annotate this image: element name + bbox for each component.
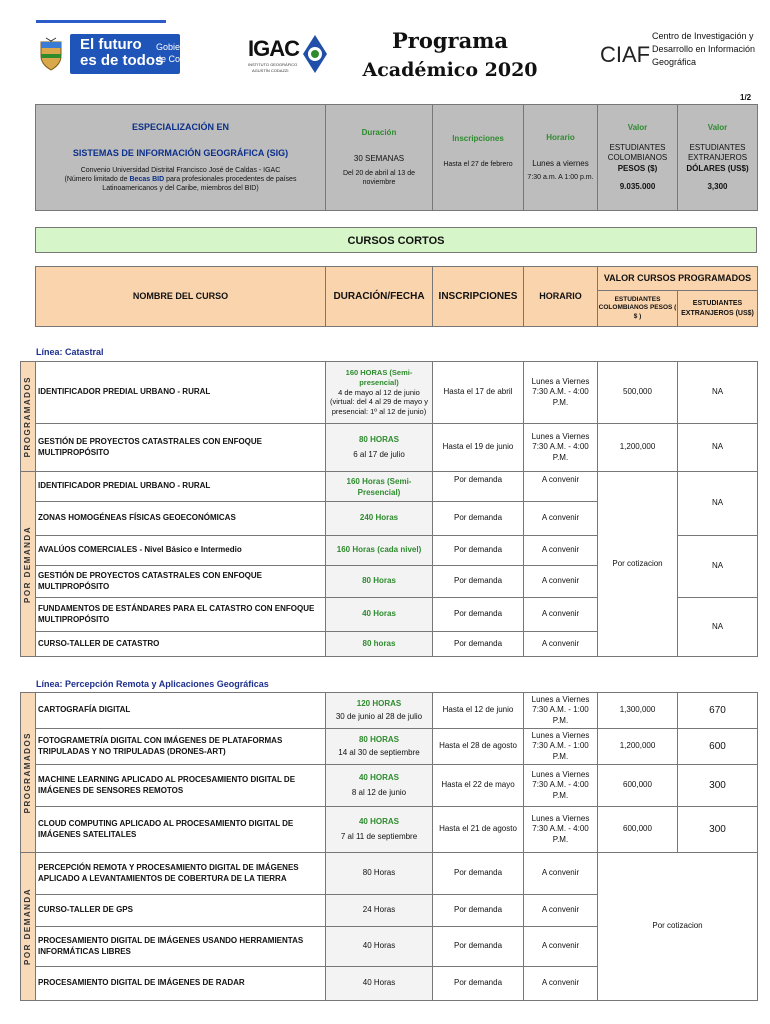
spec-horario-cell <box>524 105 598 211</box>
course-horario: A convenir <box>524 502 598 536</box>
duration-hours: 160 HORAS (Semi-presencial) <box>345 368 413 387</box>
duration-date: 6 al 17 de julio <box>353 449 405 459</box>
page-number: 1/2 <box>740 93 752 102</box>
course-inscripciones: Por demanda <box>433 472 524 502</box>
spec-ins-header: Inscripciones <box>452 133 504 143</box>
course-name: CURSO-TALLER DE GPS <box>36 895 326 927</box>
spec-v2-value: 3,300 <box>707 182 728 192</box>
course-name: PERCEPCIÓN REMOTA Y PROCESAMIENTO DIGITAL DE IMÁGENES APLICADO A LEVANTAMIENTOS DE COBERTURA DE LA TIERRA <box>36 853 326 895</box>
col-nombre: NOMBRE DEL CURSO <box>36 267 326 327</box>
ciaf-logo: CIAF <box>600 42 651 67</box>
course-horario: A convenir <box>524 536 598 566</box>
col-ext-usd: ESTUDIANTES EXTRANJEROS (US$) <box>678 291 758 327</box>
percepcion-demanda-label: POR DEMANDA <box>21 853 36 1001</box>
duration-date-note2: presencial: 1º al 12 de junio) <box>331 407 427 417</box>
course-horario <box>524 362 598 424</box>
course-inscripciones: Por demanda <box>433 967 524 1001</box>
course-horario: A convenir <box>524 895 598 927</box>
catastral-demanda-label: POR DEMANDA <box>21 472 36 657</box>
top-rule <box>36 20 166 23</box>
spec-becas-pre: (Número limitado de <box>64 175 130 183</box>
horario-days: Lunes a Viernes <box>531 376 590 386</box>
course-duration: 80 Horas <box>326 566 433 598</box>
course-duration: 24 Horas <box>326 895 433 927</box>
course-value-usd: NA <box>678 536 758 598</box>
horario-time: 7:30 A.M. - 4:00 P.M. <box>532 442 589 462</box>
igac-sub2: AGUSTÍN CODAZZI <box>252 68 289 73</box>
course-inscripciones: Por demanda <box>433 927 524 967</box>
spec-convenio: Convenio Universidad Distrital Francisco José de Caldas - IGAC <box>80 166 281 174</box>
course-value-usd: 300 <box>678 807 758 853</box>
duration-hours: 120 HORAS <box>356 699 402 709</box>
course-duration: 160 Horas (Semi-Presencial) <box>326 472 433 502</box>
course-name: GESTIÓN DE PROYECTOS CATASTRALES CON ENFOQUE MULTIPROPÓSITO <box>36 566 326 598</box>
spec-v1-header: Valor <box>627 122 648 132</box>
spec-hor2: 7:30 a.m. A 1:00 p.m. <box>527 174 594 182</box>
course-name: PROCESAMIENTO DIGITAL DE IMÁGENES DE RADAR <box>36 967 326 1001</box>
course-duration: 160 Horas (cada nivel) <box>326 536 433 566</box>
horario-time: 7:30 A.M. - 1:00 P.M. <box>532 741 589 761</box>
course-value-usd: 300 <box>678 765 758 807</box>
course-duration <box>326 807 433 853</box>
spec-dur-header: Duración <box>361 128 397 138</box>
igac-wordmark: IGAC <box>248 36 299 61</box>
horario-days: Lunes a Viernes <box>531 431 590 441</box>
course-value-cop: 600,000 <box>598 765 678 807</box>
course-duration <box>326 424 433 472</box>
spec-v2-header: Valor <box>707 122 728 132</box>
course-name: PROCESAMIENTO DIGITAL DE IMÁGENES USANDO HERRAMIENTAS INFORMÁTICAS LIBRES <box>36 927 326 967</box>
course-name: CARTOGRAFÍA DIGITAL <box>36 693 326 729</box>
course-value-usd: NA <box>678 472 758 536</box>
course-duration <box>326 693 433 729</box>
spec-v1-value: 9.035.000 <box>619 182 656 192</box>
col-col-pesos: ESTUDIANTES COLOMBIANOS PESOS ( $ ) <box>598 291 678 327</box>
course-name: IDENTIFICADOR PREDIAL URBANO - RURAL <box>36 362 326 424</box>
course-value-cop: 500,000 <box>598 362 678 424</box>
course-duration <box>326 765 433 807</box>
course-inscripciones: Por demanda <box>433 566 524 598</box>
course-value-usd: 600 <box>678 729 758 765</box>
course-duration: 240 Horas <box>326 502 433 536</box>
col-duracion: DURACIÓN/FECHA <box>326 267 433 327</box>
course-duration <box>326 729 433 765</box>
course-inscripciones: Hasta el 12 de junio <box>433 693 524 729</box>
spec-becas-link[interactable]: Becas BID <box>129 175 165 183</box>
course-duration: 40 Horas <box>326 967 433 1001</box>
title-line2: Académico 2020 <box>362 59 538 81</box>
course-horario: A convenir <box>524 632 598 657</box>
catastral-table <box>20 361 758 657</box>
course-name: FOTOGRAMETRÍA DIGITAL CON IMÁGENES DE PLATAFORMAS TRIPULADAS Y NO TRIPULADAS (DRONES-ART) <box>36 729 326 765</box>
igac-emblem-icon <box>302 34 328 74</box>
horario-days: Lunes a Viernes <box>531 730 590 740</box>
course-name: CURSO-TALLER DE CATASTRO <box>36 632 326 657</box>
spec-title2: SISTEMAS DE INFORMACIÓN GEOGRÁFICA (SIG) <box>72 147 289 158</box>
course-horario: A convenir <box>524 967 598 1001</box>
linea-catastral: Línea: Catastral <box>36 347 104 357</box>
duration-date-note1: (virtual: del 4 al 29 de mayo y <box>330 397 428 407</box>
spec-dur2: Del 20 de abril al 13 de noviembre <box>343 169 415 186</box>
course-name: AVALÚOS COMERCIALES - Nivel Básico e Intermedio <box>36 536 326 566</box>
course-value-usd: NA <box>678 598 758 657</box>
course-name: MACHINE LEARNING APLICADO AL PROCESAMIENTO DIGITAL DE IMÁGENES DE SENSORES REMOTOS <box>36 765 326 807</box>
gov-sub1: Gobierno <box>156 42 194 52</box>
spec-v2-c: DÓLARES (US$) <box>686 163 749 173</box>
duration-date: 30 de junio al 28 de julio <box>335 711 423 721</box>
percepcion-table <box>20 692 758 1001</box>
course-value-usd: 670 <box>678 693 758 729</box>
ciaf-desc-line1: Centro de Investigación y <box>652 31 754 41</box>
spec-inscripciones-cell <box>433 105 524 211</box>
course-name: GESTIÓN DE PROYECTOS CATASTRALES CON ENFOQUE MULTIPROPÓSITO <box>36 424 326 472</box>
spec-duracion-cell <box>326 105 433 211</box>
course-value-cop: 600,000 <box>598 807 678 853</box>
course-inscripciones: Hasta el 17 de abril <box>433 362 524 424</box>
horario-days: Lunes a Viernes <box>531 694 590 704</box>
duration-hours: 40 HORAS <box>358 773 399 783</box>
course-name: CLOUD COMPUTING APLICADO AL PROCESAMIENTO DIGITAL DE IMÁGENES SATELITALES <box>36 807 326 853</box>
spec-hor-header: Horario <box>546 132 575 142</box>
course-inscripciones: Por demanda <box>433 853 524 895</box>
course-value-cop: 1,300,000 <box>598 693 678 729</box>
duration-date: 8 al 12 de junio <box>351 787 407 797</box>
course-horario: A convenir <box>524 472 598 502</box>
igac-sub1: INSTITUTO GEOGRÁFICO <box>248 62 298 67</box>
duration-hours: 40 HORAS <box>358 817 399 827</box>
gov-sub2: de Colombia <box>156 54 207 64</box>
course-inscripciones: Hasta el 21 de agosto <box>433 807 524 853</box>
ciaf-desc-line2: Desarrollo en Información <box>652 44 756 54</box>
course-horario <box>524 693 598 729</box>
spec-hor1: Lunes a viernes <box>532 158 589 168</box>
spec-title1: ESPECIALIZACIÓN EN <box>131 122 229 133</box>
percepcion-programados-label: PROGRAMADOS <box>21 693 36 853</box>
course-value-cop: 1,200,000 <box>598 729 678 765</box>
specialization-table <box>35 104 758 211</box>
spec-v1-c: PESOS ($) <box>617 163 658 173</box>
horario-days: Lunes a Viernes <box>531 769 590 779</box>
course-inscripciones: Por demanda <box>433 632 524 657</box>
title-line1: Programa <box>391 28 509 53</box>
spec-v1-a: ESTUDIANTES <box>609 142 666 152</box>
course-duration: 80 Horas <box>326 853 433 895</box>
course-inscripciones: Por demanda <box>433 598 524 632</box>
courses-header-table <box>35 266 758 327</box>
course-horario <box>524 765 598 807</box>
gov-line2: es de todos <box>80 52 164 69</box>
duration-hours: 80 HORAS <box>358 435 399 445</box>
spec-v2-b: EXTRANJEROS <box>687 153 748 163</box>
duration-date: 4 de mayo al 12 de junio <box>338 387 420 397</box>
course-duration: 40 Horas <box>326 598 433 632</box>
course-inscripciones: Hasta el 28 de agosto <box>433 729 524 765</box>
catastral-cotizacion: Por cotizacion <box>598 472 678 657</box>
col-valor: VALOR CURSOS PROGRAMADOS <box>598 267 758 291</box>
course-inscripciones: Hasta el 22 de mayo <box>433 765 524 807</box>
duration-date: 7 al 11 de septiembre <box>340 831 418 841</box>
course-horario: A convenir <box>524 927 598 967</box>
ciaf-desc-line3: Geográfica <box>652 57 697 67</box>
spec-valor-col-cell <box>598 105 678 211</box>
page-title <box>360 28 540 81</box>
course-duration: 40 Horas <box>326 927 433 967</box>
course-duration: 80 horas <box>326 632 433 657</box>
course-name: IDENTIFICADOR PREDIAL URBANO - RURAL <box>36 472 326 502</box>
coat-of-arms-icon <box>38 36 64 72</box>
course-name: ZONAS HOMOGÉNEAS FÍSICAS GEOECONÓMICAS <box>36 502 326 536</box>
spec-dur1: 30 SEMANAS <box>353 154 405 164</box>
col-horario: HORARIO <box>524 267 598 327</box>
spec-becas-post: para profesionales procedentes de países Latinoamericanos y del Caribe, miembros del BID) <box>102 175 297 192</box>
course-value-cop: 1,200,000 <box>598 424 678 472</box>
course-horario <box>524 729 598 765</box>
course-inscripciones: Por demanda <box>433 895 524 927</box>
duration-date: 14 al 30 de septiembre <box>338 747 420 757</box>
duration-hours: 80 HORAS <box>358 735 399 745</box>
horario-time: 7:30 A.M. - 4:00 P.M. <box>532 387 589 407</box>
gov-line1: El futuro <box>80 36 142 53</box>
horario-days: Lunes a Viernes <box>531 813 590 823</box>
course-horario: A convenir <box>524 853 598 895</box>
course-horario: A convenir <box>524 598 598 632</box>
course-value-usd: NA <box>678 424 758 472</box>
spec-v1-b: COLOMBIANOS <box>607 153 668 163</box>
horario-time: 7:30 A.M. - 4:00 P.M. <box>532 780 589 800</box>
course-inscripciones: Por demanda <box>433 502 524 536</box>
course-horario <box>524 807 598 853</box>
horario-time: 7:30 A.M. - 1:00 P.M. <box>532 705 589 725</box>
course-inscripciones: Hasta el 19 de junio <box>433 424 524 472</box>
course-name: FUNDAMENTOS DE ESTÁNDARES PARA EL CATASTRO CON ENFOQUE MULTIPROPÓSITO <box>36 598 326 632</box>
cursos-cortos-banner: CURSOS CORTOS <box>35 227 757 253</box>
course-inscripciones: Por demanda <box>433 536 524 566</box>
course-horario <box>524 424 598 472</box>
gov-logo <box>36 32 252 80</box>
course-horario: A convenir <box>524 566 598 598</box>
percepcion-cotizacion: Por cotizacion <box>598 853 758 1001</box>
course-duration <box>326 362 433 424</box>
spec-valor-ext-cell <box>678 105 758 211</box>
ciaf-description <box>652 30 755 69</box>
spec-ins: Hasta el 27 de febrero <box>443 161 513 169</box>
horario-time: 7:30 A.M. - 4:00 P.M. <box>532 824 589 844</box>
spec-name-cell <box>36 105 326 211</box>
col-inscripciones: INSCRIPCIONES <box>433 267 524 327</box>
spec-v2-a: ESTUDIANTES <box>689 142 746 152</box>
igac-logo <box>248 32 328 82</box>
catastral-programados-label: PROGRAMADOS <box>21 362 36 472</box>
linea-percepcion: Línea: Percepción Remota y Aplicaciones Geográficas <box>36 679 269 689</box>
course-value-usd: NA <box>678 362 758 424</box>
